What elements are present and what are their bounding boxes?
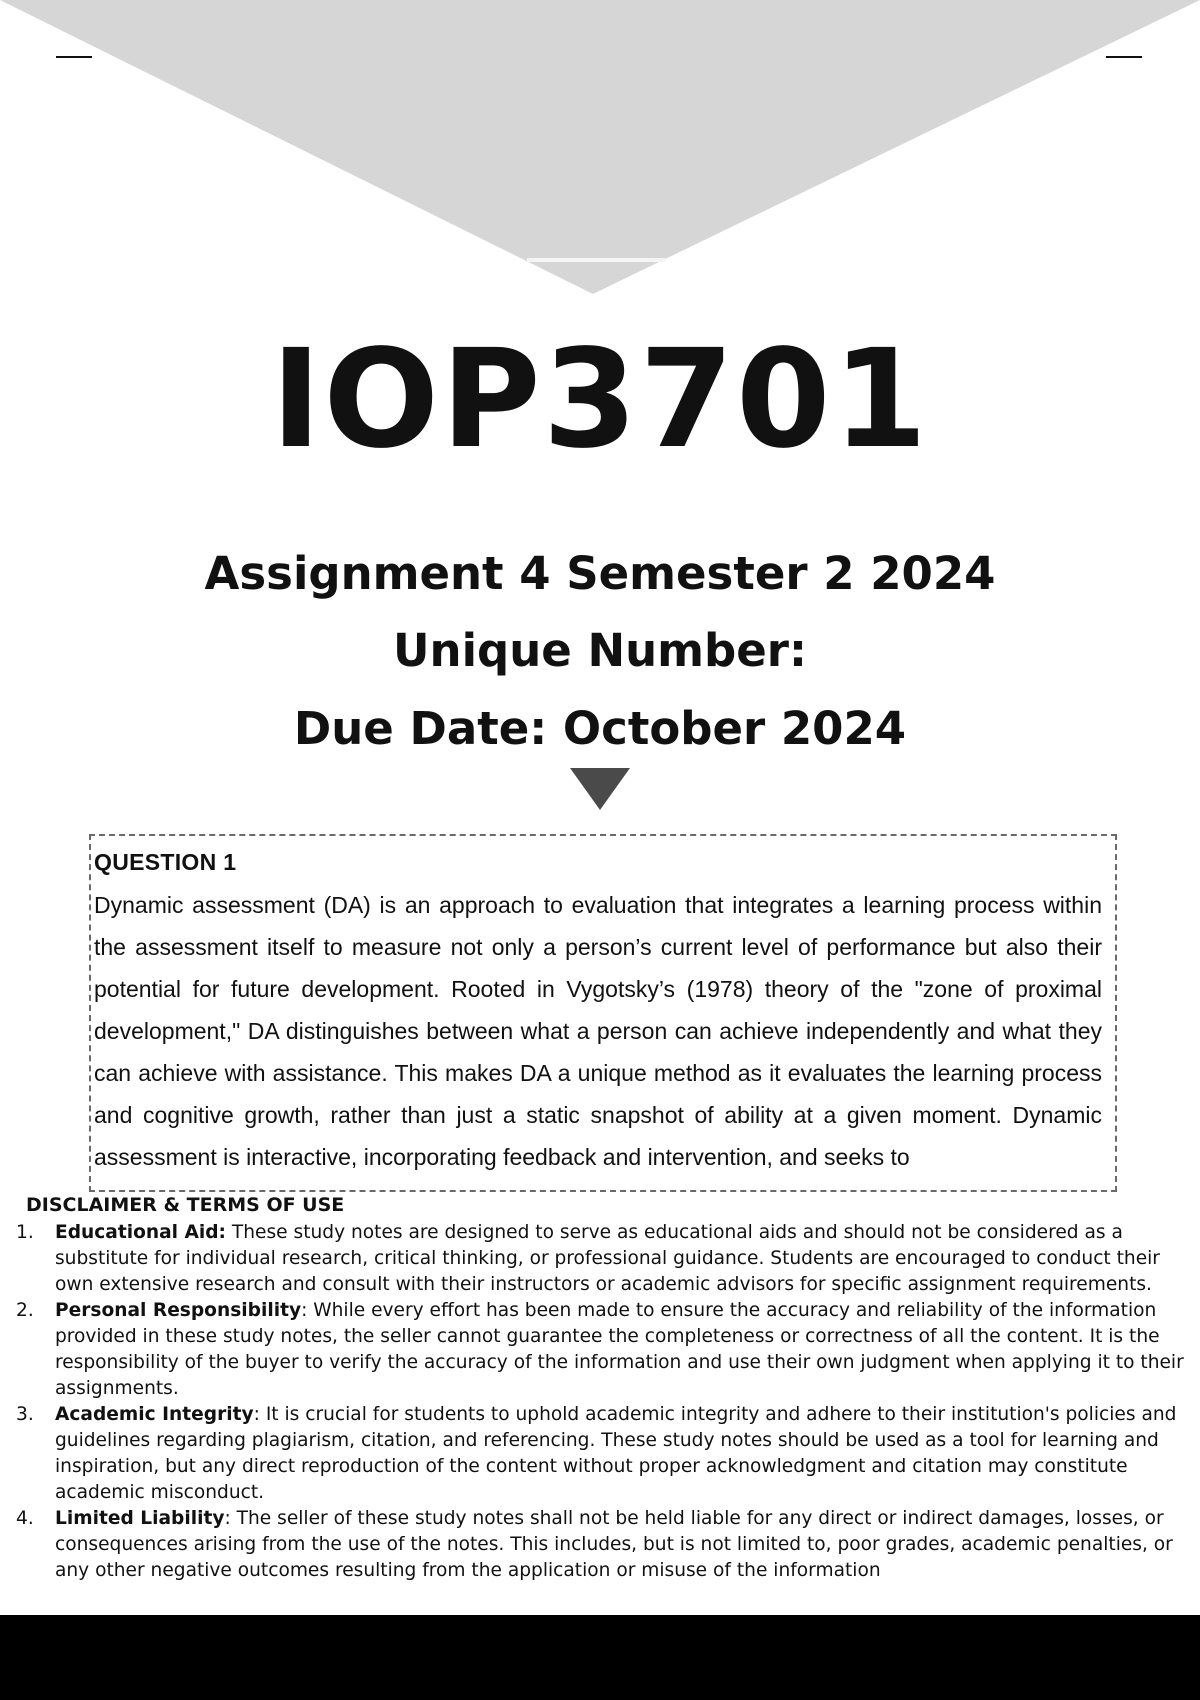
item-heading: Educational Aid: — [55, 1222, 226, 1243]
item-text: These study notes are designed to serve as educational aids and should not be considered as a substitute for individual research, critical thinking, or professional guidance. Students are encouraged to conduct their own extensive research and consult with their instructors or academic advisors for specific assignment requirements. — [55, 1222, 1160, 1295]
header-banner-graphic — [0, 0, 1200, 300]
item-heading: Personal Responsibility — [55, 1300, 302, 1321]
question-heading: QUESTION 1 — [94, 849, 237, 875]
corner-mark-right — [1106, 56, 1142, 58]
disclaimer-item — [16, 1220, 1191, 1298]
disclaimer-item — [16, 1506, 1191, 1584]
unique-number-line: Unique Number: — [393, 624, 807, 677]
due-date-line: Due Date: October 2024 — [293, 702, 907, 755]
item-number: 4. — [16, 1508, 34, 1529]
item-number: 1. — [16, 1222, 34, 1243]
disclaimer-item — [16, 1402, 1191, 1506]
question-body-text: Dynamic assessment (DA) is an approach to evaluation that integrates a learning process within the assessment itself to measure not only a person’s current level of performance but also their potential for future development. Rooted in Vygotsky’s (1978) theory of the "zone of proximal development," DA distinguishes between what a person can achieve independently and what they can achieve with assistance. This makes DA a unique method as it evaluates the learning process and cognitive growth, rather than just a static snapshot of ability at a given moment. Dynamic assessment is interactive, incorporating feedback and intervention, and seeks to — [94, 892, 1102, 1170]
banner-notch — [527, 258, 665, 262]
bottom-bar — [0, 1615, 1200, 1700]
item-heading: Academic Integrity — [55, 1404, 254, 1425]
item-number: 2. — [16, 1300, 34, 1321]
disclaimer-list — [16, 1220, 1191, 1584]
banner-chevron — [0, 0, 1200, 294]
question-preview-box — [89, 834, 1117, 1192]
assignment-line: Assignment 4 Semester 2 2024 — [204, 547, 996, 600]
disclaimer-item — [16, 1298, 1191, 1402]
corner-mark-left — [56, 56, 92, 58]
item-number: 3. — [16, 1404, 34, 1425]
item-heading: Limited Liability — [55, 1508, 225, 1529]
item-text: : It is crucial for students to uphold academic integrity and adhere to their institution's policies and guidelines regarding plagiarism, citation, and referencing. These study notes should be used as a tool for learning and inspiration, but any direct reproduction of the content without proper acknowledgment and citation may constitute academic misconduct. — [55, 1404, 1177, 1503]
down-arrow-icon — [570, 768, 630, 810]
disclaimer-title: DISCLAIMER & TERMS OF USE — [26, 1193, 348, 1217]
item-text: : The seller of these study notes shall not be held liable for any direct or indirect damages, losses, or consequences arising from the use of the notes. This includes, but is not limited to, poor grades, academic penalties, or any other negative outcomes resulting from the application or misuse of the information — [55, 1508, 1173, 1581]
item-text: : While every effort has been made to ensure the accuracy and reliability of the information provided in these study notes, the seller cannot guarantee the completeness or correctness of all the content. It is the responsibility of the buyer to verify the accuracy of the information and use their own judgment when applying it to their assignments. — [55, 1300, 1184, 1399]
course-code-title: IOP3701 — [270, 321, 930, 479]
